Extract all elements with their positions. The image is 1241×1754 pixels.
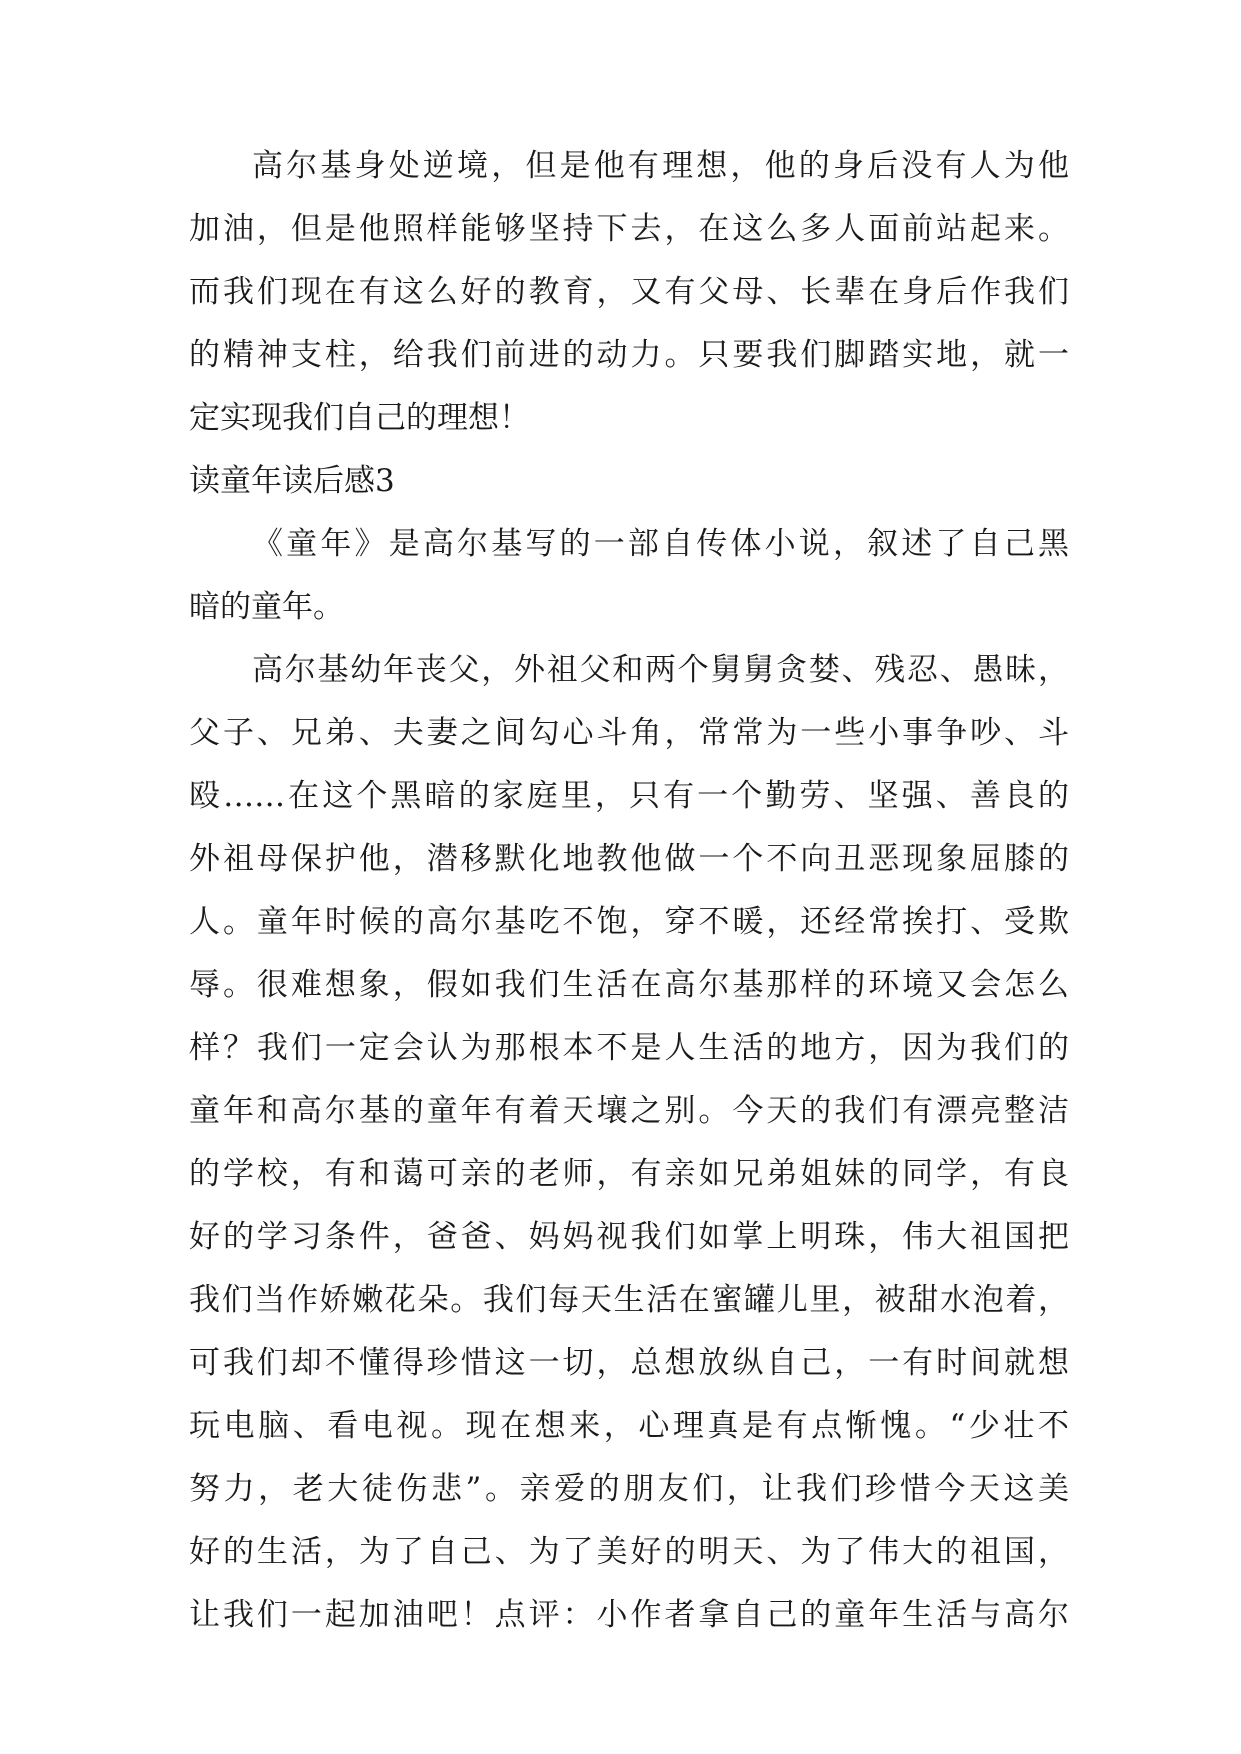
text-line: 可我们却不懂得珍惜这一切，总想放纵自己，一有时间就想 xyxy=(189,1345,1069,1381)
text-line: 童年和高尔基的童年有着天壤之别。今天的我们有漂亮整洁 xyxy=(189,1093,1069,1129)
text-line: 的学校，有和蔼可亲的老师，有亲如兄弟姐妹的同学，有良 xyxy=(189,1156,1069,1192)
text-line: 而我们现在有这么好的教育，又有父母、长辈在身后作我们 xyxy=(189,274,1069,310)
text-line: 定实现我们自己的理想！ xyxy=(189,400,530,436)
text-line: 我们当作娇嫩花朵。我们每天生活在蜜罐儿里，被甜水泡着， xyxy=(189,1282,1069,1318)
text-line: 好的学习条件，爸爸、妈妈视我们如掌上明珠，伟大祖国把 xyxy=(189,1219,1069,1255)
text-line: 玩电脑、看电视。现在想来，心理真是有点惭愧。“少壮不 xyxy=(189,1408,1069,1444)
text-line: 外祖母保护他，潜移默化地教他做一个不向丑恶现象屈膝的 xyxy=(189,841,1069,877)
text-line: 暗的童年。 xyxy=(189,589,344,625)
text-line: 样？我们一定会认为那根本不是人生活的地方，因为我们的 xyxy=(189,1030,1069,1066)
text-line: 高尔基幼年丧父，外祖父和两个舅舅贪婪、残忍、愚昧， xyxy=(252,652,1069,688)
text-line: 加油，但是他照样能够坚持下去，在这么多人面前站起来。 xyxy=(189,211,1069,247)
text-line: 的精神支柱，给我们前进的动力。只要我们脚踏实地，就一 xyxy=(189,337,1069,373)
text-line: 努力，老大徒伤悲”。亲爱的朋友们，让我们珍惜今天这美 xyxy=(189,1471,1069,1507)
text-line: 辱。很难想象，假如我们生活在高尔基那样的环境又会怎么 xyxy=(189,967,1069,1003)
text-line: 让我们一起加油吧！点评：小作者拿自己的童年生活与高尔 xyxy=(189,1597,1069,1633)
text-line: 《童年》是高尔基写的一部自传体小说，叙述了自己黑 xyxy=(252,526,1069,562)
text-line: 好的生活，为了自己、为了美好的明天、为了伟大的祖国， xyxy=(189,1534,1069,1570)
text-line: 人。童年时候的高尔基吃不饱，穿不暖，还经常挨打、受欺 xyxy=(189,904,1069,940)
section-heading: 读童年读后感3 xyxy=(189,463,395,499)
text-line: 高尔基身处逆境，但是他有理想，他的身后没有人为他 xyxy=(252,148,1069,184)
text-line: 父子、兄弟、夫妻之间勾心斗角，常常为一些小事争吵、斗 xyxy=(189,715,1069,751)
text-line: 殴……在这个黑暗的家庭里，只有一个勤劳、坚强、善良的 xyxy=(189,778,1069,814)
